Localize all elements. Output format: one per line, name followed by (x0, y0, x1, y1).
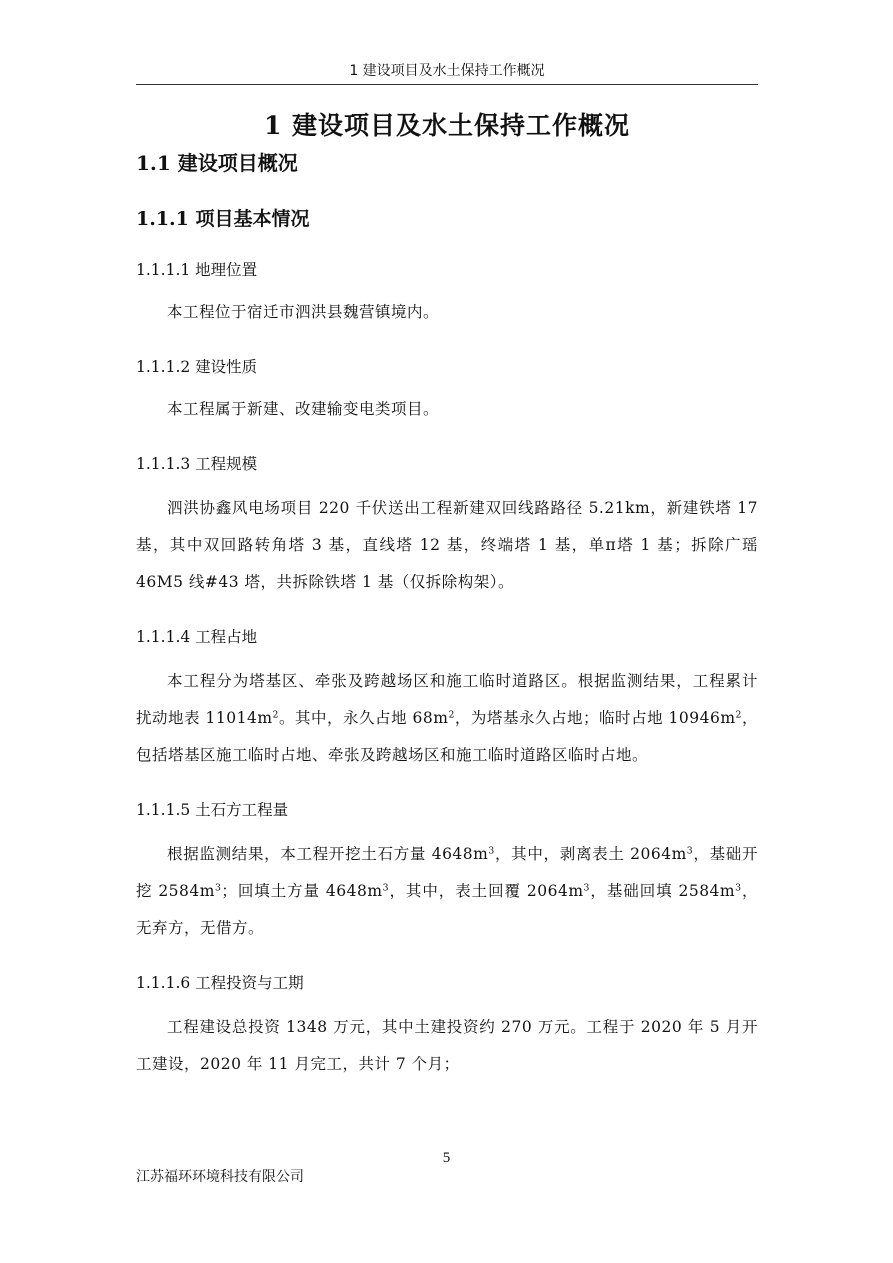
heading-land-use: 1.1.1.4 工程占地 (136, 628, 258, 646)
page-number: 5 (442, 1150, 451, 1166)
header-divider (136, 84, 758, 85)
para-land-use: 本工程分为塔基区、牵张及跨越场区和施工临时道路区。根据监测结果，工程累计扰动地表 $11014m^2$。其中，永久占地 $68m^2$，为塔基永久占地；临时占地 $10946m^2$，包括塔基区施工临时占地、牵张及跨越场区和施工临时道路区临时占地。 (136, 672, 758, 764)
chapter-title: 1 建设项目及水土保持工作概况 (263, 111, 631, 140)
footer-company: 江苏福环环境科技有限公司 (136, 1169, 304, 1185)
heading-investment: 1.1.1.6 工程投资与工期 (136, 974, 304, 992)
para-location: 本工程位于宿迁市泗洪县魏营镇境内。 (167, 303, 440, 321)
para-nature: 本工程属于新建、改建输变电类项目。 (167, 400, 440, 418)
subsection-heading: 1.1.1 项目基本情况 (136, 208, 310, 230)
para-earthwork: 根据监测结果，本工程开挖土石方量 $4648m^3$，其中，剥离表土 $2064m^3$，基础开挖 $2584m^3$；回填土方量 $4648m^3$，其中，表土回覆 $2064m^3$，基础回填 $2584m^3$，无弃方，无借方。 (136, 845, 758, 937)
heading-location: 1.1.1.1 地理位置 (136, 261, 258, 279)
heading-earthwork: 1.1.1.5 土石方工程量 (136, 801, 289, 819)
heading-nature: 1.1.1.2 建设性质 (136, 358, 258, 376)
heading-scale: 1.1.1.3 工程规模 (136, 455, 258, 473)
section-heading: 1.1 建设项目概况 (136, 151, 298, 175)
document-body (136, 108, 758, 1083)
para-scale: 泗洪协鑫风电场项目 220 千伏送出工程新建双回线路路径 5.21km，新建铁塔 17 基，其中双回路转角塔 3 基，直线塔 12 基，终端塔 1 基，单π塔 1 基；拆除广瑶 46M5 线#43 塔，共拆除铁塔 1 基（仅拆除构架）。 (136, 499, 758, 591)
running-header: 1 建设项目及水土保持工作概况 (349, 63, 545, 79)
para-investment: 工程建设总投资 1348 万元，其中土建投资约 270 万元。工程于 2020 年 5 月开工建设，2020 年 11 月完工，共计 7 个月； (136, 1018, 758, 1073)
